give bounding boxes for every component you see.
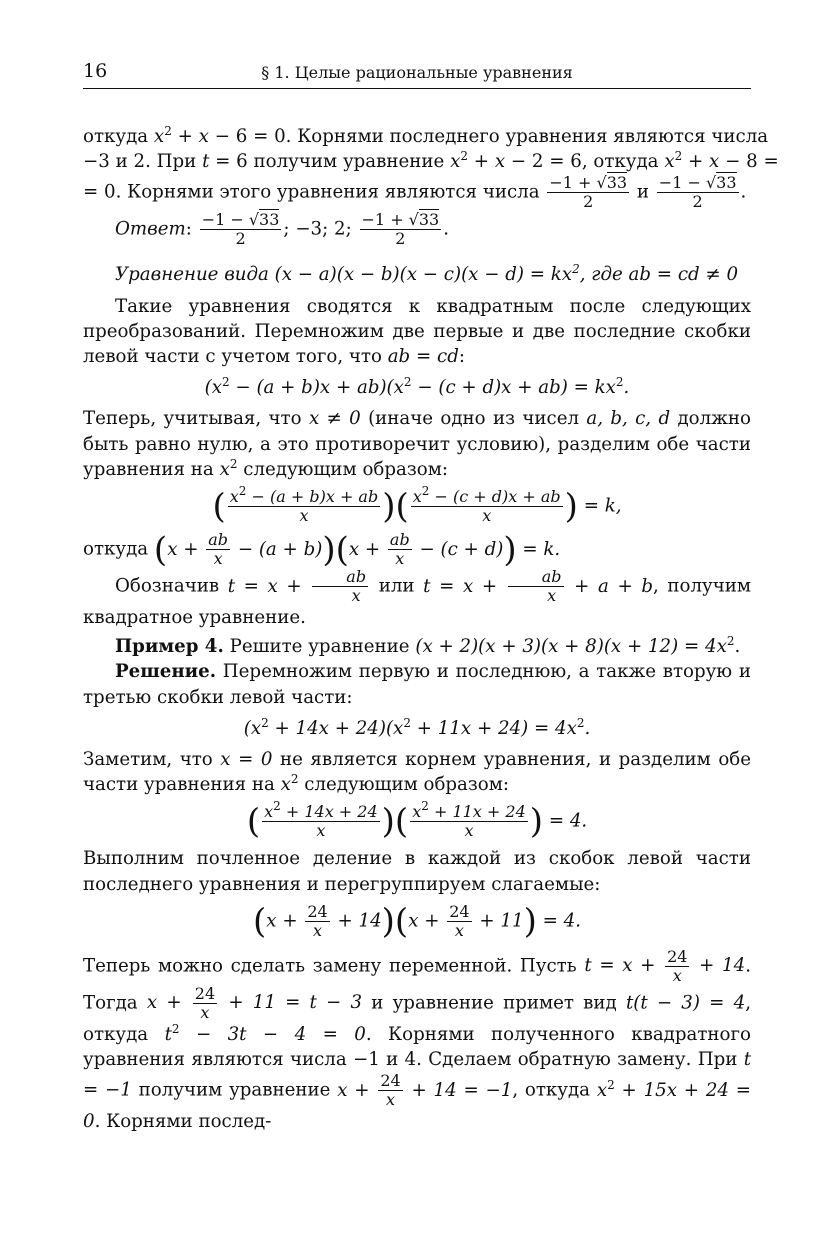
- equation-example-product: $(x^2 + 14x + 24)(x^2 + 11x + 24) = 4x^2$.: [243, 715, 591, 739]
- page-number: 16: [83, 60, 108, 82]
- paragraph-transform: Такие уравнения сводятся к квадратным после следующих преобразований. Перемножим две первые и две последние скобки левой части с учетом того, что ab = cd:: [83, 295, 751, 368]
- paragraph-substitution: Обозначив t = x + $\frac{ab}{x}$ или t = x + $\frac{ab}{x}$ + a + b, получим квадратное уравнение.: [83, 567, 752, 629]
- paragraph-continuation: откуда $x^2 + x - 6 = 0$. Корнями последнего уравнения являются числа −3 и 2. При t = 6 получим уравнение $x^2 + x - 2 = 6$, откуда $x^2 + x - 8$ = = 0. Корнями этого уравнения являются числа $\frac{-1 + √33}{2}$ и $\frac{-1 - √33}{2}$ . Ответ: $\frac{-1 - √33}{2}$ ; −3; 2; $\frac{-1 + √33}{2}$ .: [83, 124, 779, 249]
- solution-4: Решение. Перемножим первую и последнюю, а также вторую и третью скобки левой части:: [83, 661, 751, 708]
- equation-regrouped: (x + $\frac{24}{x}$ + 14)(x + $\frac{24}{x}$ + 11) = 4.: [253, 901, 581, 942]
- paragraph-perform: Выполним почленное деление в каждой из скобок левой части последнего уравнения и перегруппируем слагаемые:: [83, 848, 751, 895]
- paragraph-replacement: Теперь можно сделать замену переменной. Пусть t = x + $\frac{24}{x}$ + 14. Тогда x + $\frac{24}{x}$ + 11 = t − 3 и уравнение примет вид t(t − 3) = 4, откуда $t^2 - 3t - 4 = 0$. Корнями полученного квадратного уравнения являются числа −1 и 4. Сделаем обратную замену. При t = −1 получим уравнение x + $\frac{24}{x}$ + 14 = −1, откуда $x^2 + 15x + 24 = 0$. Корнями послед-: [83, 946, 751, 1133]
- fraction-root-plus: $\frac{-1 + √33}{2}$: [549, 173, 628, 212]
- page: [83, 56, 779, 1133]
- section-title: § 1. Целые рациональные уравнения: [261, 63, 573, 82]
- example-4: Пример 4. Решите уравнение $(x + 2)(x + 3)(x + 8)(x + 12) = 4x^2$.: [115, 634, 741, 658]
- fraction-root-minus: $\frac{-1 - √33}{2}$: [658, 173, 737, 212]
- paragraph-divide: Теперь, учитывая, что x ≠ 0 (иначе одно из чисел a, b, c, d должно быть равно нулю, а это противоречит условию), разделим обе части уравнения на $x^2$ следующим образом:: [83, 408, 751, 480]
- equation-example-divided: ( $\frac{x^2 + 14x + 24}{x}$ )( $\frac{x^2 + 11x + 24}{x}$ ) = 4.: [246, 799, 588, 842]
- paragraph-note: Заметим, что x = 0 не является корнем уравнения, и разделим обе части уравнения на $x^2$ следующим образом:: [83, 749, 751, 796]
- equation-product: $(x^2 - (a + b)x + ab)(x^2 - (c + d)x + ab) = kx^2$.: [204, 375, 630, 399]
- answer-label: Ответ: [115, 218, 186, 240]
- page-body: [83, 124, 779, 1134]
- running-header: [83, 56, 751, 89]
- equation-divided: ( $\frac{x^2 - (a + b)x + ab}{x}$ )( $\frac{x^2 - (c + d)x + ab}{x}$ ) = k,: [212, 484, 622, 527]
- equation-otkuda: откуда (x + $\frac{ab}{x}$ − (a + b))(x + $\frac{ab}{x}$ − (c + d)) = k.: [83, 529, 561, 570]
- subsection-heading: Уравнение вида $(x - a)(x - b)(x - c)(x - d) = kx^2$, где ab = cd ≠ 0: [115, 262, 739, 286]
